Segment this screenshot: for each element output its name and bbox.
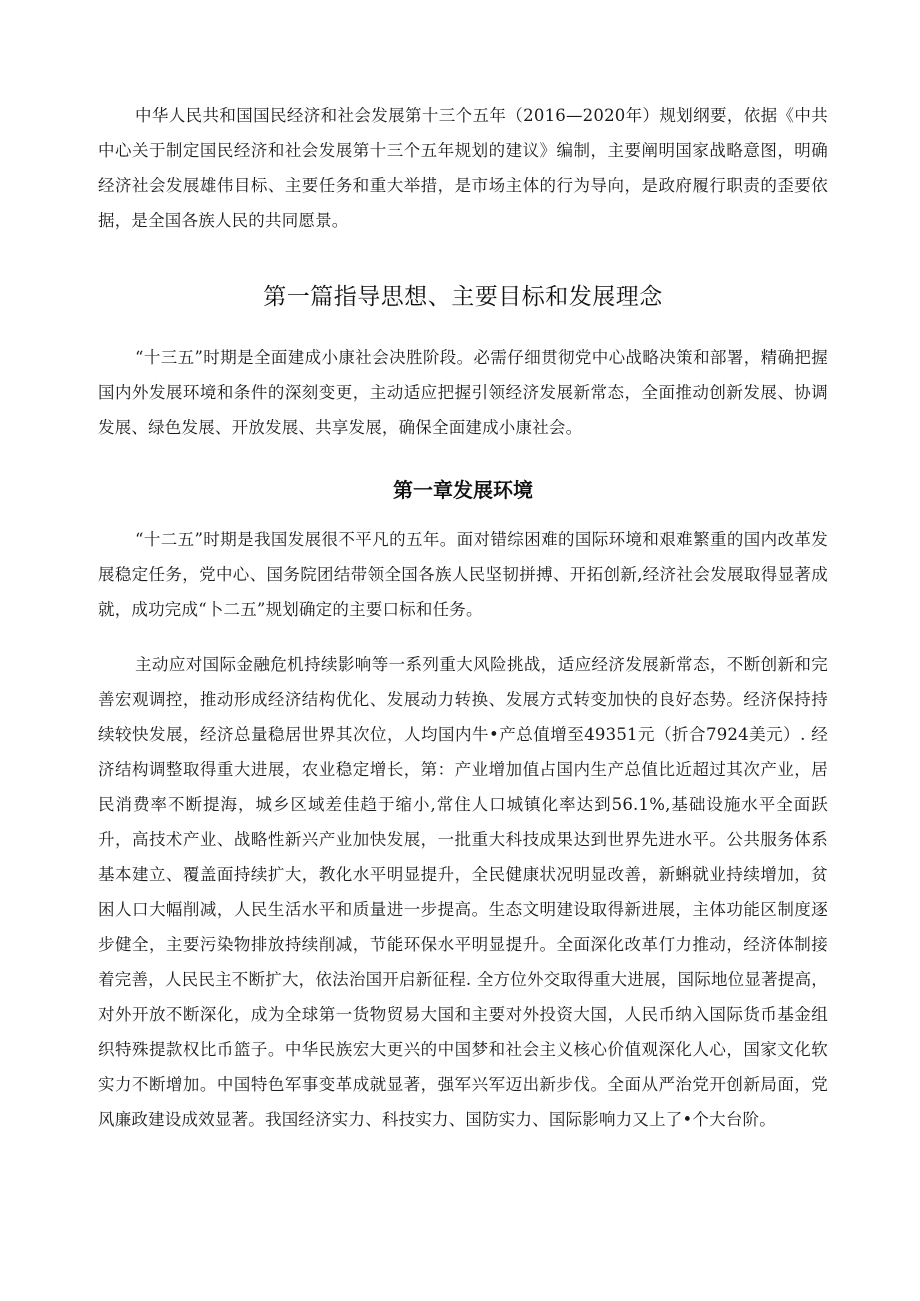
chapter-title: 第一章发展环境 xyxy=(393,478,533,502)
part-paragraph: “十三五”时期是全面建成小康社会决胜阶段。必需仔细贯彻党中心战略决策和部署，精确把握国内外发展环境和条件的深刻变更，主动适应把握引领经济发展新常态，全面推动创新发展、协调发展、绿色发展、开放发展、共享发展，确保全面建成小康社会。 xyxy=(98,348,828,437)
part-title: 第一篇指导思想、主要目标和发展理念 xyxy=(263,284,663,310)
chapter-paragraph-2: 主动应对国际金融危机持续影响等一系列重大风险挑战，适应经济发展新常态，不断创新和完善宏观调控，推动形成经济结构优化、发展动力转换、发展方式转变加快的良好态势。经济保持持续较快发展，经济总量稳居世界其次位，人均国内牛•产总值增至49351元（折合7924美元）. 经济结构调整取得重大进展，农业稳定增长，第：产业增加值占国内生产总值比近超过其次产业，居民消费率不断提海，城乡区域差佳趋于缩小,常住人口城镇化率达到56.1%,基础设施水平全面跃升，高技术产业、战略性新兴产业加快发展，一批重大科技成果达到世界先进水平。公共服务体系基本建立、覆盖面持续扩大，教化水平明显提升，全民健康状况明显改善，新蝌就业持续增加，贫困人口大幅削减，人民生活水平和质量进一步提高。生态文明建设取得新进展，主体功能区制度逐步健全，主要污染物排放持续削减，节能环保水平明显提升。全面深化改革仃力推动，经济体制接着完善，人民民主不断扩大，依法治国开启新征程. 全方位外交取得重大进展，国际地位显著提高，对外开放不断深化，成为全球第一货物贸易大国和主要对外投资大国，人民币纳入国际货币基金组织特殊提款权比币篮子。中华民族宏大更兴的中国梦和社会主义核心价值观深化人心，国家文化软实力不断增加。中国特色军事变革成就显著，强军兴军迈出新步伐。全面从严治党开创新局面，党风廉政建设成效显著。我国经济实力、科技实力、国防实力、国际影响力又上了•个大台阶。 xyxy=(98,655,828,1129)
intro-paragraph: 中华人民共和国国民经济和社会发展第十三个五年（2016—2020年）规划纲要，依据《中共中心关于制定国民经济和社会发展第十三个五年规划的建议》编制，主要阐明国家战略意图，明确经济社会发展雄伟目标、主要任务和重大举措，是市场主体的行为导向，是政府履行职责的歪要依据，是全国各族人民的共同愿景。 xyxy=(98,106,828,230)
chapter-paragraph-1: “十二五”时期是我国发展很不平凡的五年。面对错综困难的国际环境和艰难繁重的国内改革发展稳定任务，党中心、国务院团结带领全国各族人民坚韧拼搏、开拓创新,经济社会发展取得显著成就，成功完成“卜二五”规划确定的主要口标和任务。 xyxy=(98,530,828,619)
